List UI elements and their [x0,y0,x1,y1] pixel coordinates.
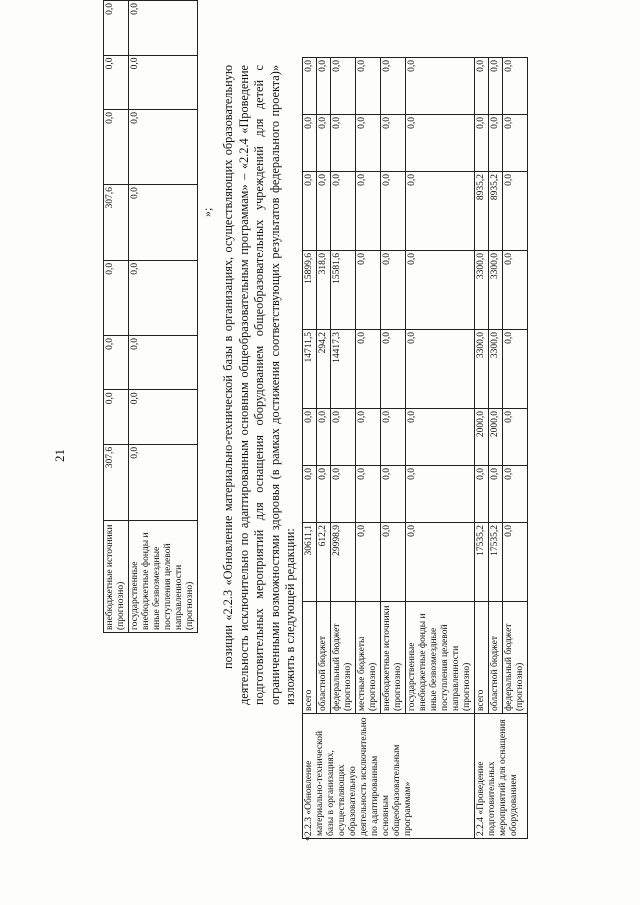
top-table-fragment [103,0,198,633]
paragraph-text: позиции «2.2.3 «Обновление материально-технической базы в организациях, осуществляющих образовательную деятельность исключительно по адаптированным основным общеобразовательным программам» – «2.2.4 «Проведение подготовительных мероприятий для оснащения оборудованием общеобразовательных учреждений для детей с ограниченными возможностями здоровья (в рамках достижения соответствующих результатов федерального проекта)» изложить в следующей редакции: [221,65,297,705]
value-cell: 0,0 [104,1,129,56]
value-cell: 0,0 [381,330,406,409]
value-cell: 0,0 [503,58,528,115]
value-cell: 3300,0 [475,251,489,330]
row-label: внебюджетные источники (прогнозно) [381,602,406,714]
value-cell: 307,6 [104,185,129,261]
value-cell: 0,0 [303,409,317,466]
row-label: внебюджетные источники (прогнозно) [104,520,129,632]
value-cell: 0,0 [104,260,129,335]
page-number: 21 [52,449,67,462]
value-cell: 0,0 [129,444,198,520]
value-cell: 8935,2 [489,172,503,251]
value-cell: 0,0 [303,58,317,115]
value-cell: 294,2 [317,330,331,409]
value-cell: 0,0 [129,390,198,444]
value-cell: 0,0 [129,110,198,185]
row-label: федеральный бюджет (прогнозно) [331,602,356,714]
value-cell: 0,0 [317,172,331,251]
value-cell: 0,0 [331,172,356,251]
value-cell: 0,0 [475,58,489,115]
value-cell: 0,0 [317,466,331,523]
value-cell: 3300,0 [489,251,503,330]
value-cell: 0,0 [381,523,406,602]
value-cell: 0,0 [129,55,198,109]
value-cell: 0,0 [381,251,406,330]
value-cell: 0,0 [356,523,381,602]
value-cell: 0,0 [129,335,198,389]
value-cell: 8935,2 [475,172,489,251]
value-cell: 0,0 [303,466,317,523]
closing-quote-mark: »; [200,207,214,217]
value-cell: 3300,0 [489,330,503,409]
value-cell: 0,0 [503,466,528,523]
value-cell: 0,0 [356,330,381,409]
value-cell: 0,0 [503,409,528,466]
value-cell: 17535,2 [489,523,503,602]
value-cell: 0,0 [303,115,317,172]
value-cell: 0,0 [406,251,475,330]
value-cell: 0,0 [475,466,489,523]
table-row [475,58,489,839]
value-cell: 30611,1 [303,523,317,602]
value-cell: 0,0 [104,110,129,185]
value-cell: 0,0 [104,335,129,389]
value-cell: 0,0 [406,466,475,523]
value-cell: 0,0 [104,55,129,109]
value-cell: 2000,0 [475,409,489,466]
activity-name: 2.2.3 «Обновление материально-технической базы в организациях, осуществляющих образовательную деятельность исключительно по адаптированным основным общеобразовательным программам» [303,714,475,839]
value-cell: 0,0 [503,251,528,330]
value-cell: 0,0 [356,58,381,115]
row-label: федеральный бюджет (прогнозно) [503,602,528,714]
value-cell: 2000,0 [489,409,503,466]
value-cell: 612,2 [317,523,331,602]
value-cell: 0,0 [503,523,528,602]
value-cell: 318,0 [317,251,331,330]
value-cell: 0,0 [489,115,503,172]
value-cell: 0,0 [331,466,356,523]
value-cell: 3300,0 [475,330,489,409]
value-cell: 0,0 [303,172,317,251]
amendment-paragraph [221,65,299,705]
value-cell: 0,0 [503,172,528,251]
row-label: местные бюджеты (прогнозно) [356,602,381,714]
row-label: областной бюджет [489,602,503,714]
value-cell: 0,0 [317,409,331,466]
value-cell: 0,0 [356,466,381,523]
value-cell: 0,0 [381,409,406,466]
value-cell: 17535,2 [475,523,489,602]
row-label: государственные внебюджетные фонды и иные безвозмездные поступления целевой направленности (прогнозно) [406,602,475,714]
value-cell: 0,0 [104,390,129,444]
value-cell: 0,0 [406,330,475,409]
row-label: государственные внебюджетные фонды и иные безвозмездные поступления целевой направленности (прогнозно) [129,520,198,632]
value-cell: 0,0 [331,115,356,172]
value-cell: 0,0 [356,115,381,172]
value-cell: 0,0 [406,409,475,466]
value-cell: 0,0 [129,260,198,335]
value-cell: 0,0 [406,115,475,172]
row-label: всего [303,602,317,714]
value-cell: 0,0 [489,58,503,115]
value-cell: 0,0 [356,409,381,466]
value-cell: 0,0 [331,409,356,466]
value-cell: 15899,6 [303,251,317,330]
value-cell: 0,0 [317,58,331,115]
value-cell: 0,0 [406,172,475,251]
value-cell: 0,0 [503,330,528,409]
value-cell: 307,6 [104,444,129,520]
row-label: всего [475,602,489,714]
value-cell: 0,0 [381,466,406,523]
value-cell: 0,0 [317,115,331,172]
value-cell: 0,0 [503,115,528,172]
value-cell: 15581,6 [331,251,356,330]
value-cell: 0,0 [406,523,475,602]
value-cell: 0,0 [129,1,198,56]
row-label: областной бюджет [317,602,331,714]
value-cell: 0,0 [129,185,198,261]
value-cell: 29998,9 [331,523,356,602]
value-cell: 0,0 [331,58,356,115]
table-row [104,1,129,633]
value-cell: 14711,5 [303,330,317,409]
value-cell: 0,0 [475,115,489,172]
value-cell: 0,0 [356,251,381,330]
value-cell: 0,0 [381,58,406,115]
table-row [303,58,317,839]
value-cell: 0,0 [489,466,503,523]
opening-quote-mark: « [302,836,313,841]
value-cell: 14417,3 [331,330,356,409]
activity-name: 2.2.4 «Проведение подготовительных мероприятий для оснащения оборудованием [475,714,528,839]
bottom-table [302,57,528,839]
value-cell: 0,0 [381,115,406,172]
table-row [129,1,198,633]
value-cell: 0,0 [406,58,475,115]
value-cell: 0,0 [381,172,406,251]
value-cell: 0,0 [356,172,381,251]
